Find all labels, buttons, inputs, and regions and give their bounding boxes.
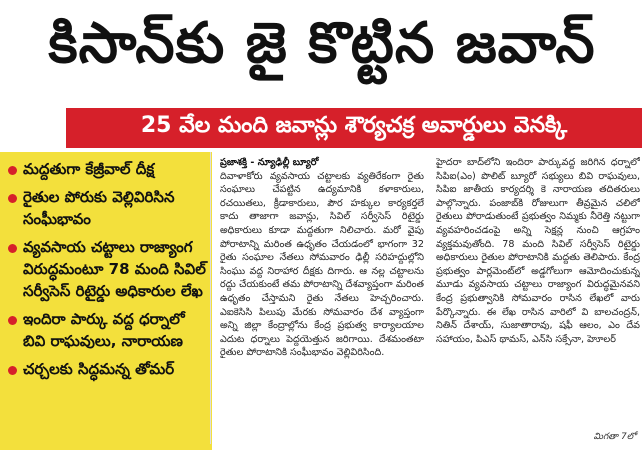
article-body [220, 156, 640, 446]
highlight-item [8, 358, 208, 380]
article-column-1 [220, 156, 424, 446]
headline: కిసాన్‌కు జై కొట్టిన జవాన్ [48, 10, 596, 76]
highlight-text: చర్చలకు సిద్ధమన్న తోమర్ [23, 360, 175, 378]
highlight-item [8, 158, 208, 180]
article-column-2 [436, 156, 640, 446]
bullet-icon [8, 316, 17, 325]
continued-note: మిగతా 7లో [593, 432, 636, 442]
highlight-item [8, 308, 208, 352]
article-dateline: ప్రజాశక్తి - న్యూఢిల్లీ బ్యూరో [220, 157, 319, 168]
article-text-1: దివాళాకోరు వ్యవసాయ చట్టాలకు వ్యతిరేకంగా రైతు సంఘాలు చేపట్టిన ఉద్యమానికి కళాకారులు, రచయితలు, క్రీడాకారులు, పౌర హక్కుల కార్యకర్తలే కాదు తాజాగా జవాన్లు, సివిల్ సర్వీసెస్ రిటైర్డు అధికారులు కూడా మద్దతుగా నిలిచారు. మరో వైపు పోరాటాన్ని మరింత ఉధృతం చేయడంలో భాగంగా 32 రైతు సంఘాల నేతలు సోమవారం ఢిల్లీ సరిహద్దుల్లోని సింఘు వద్ద నిరాహార దీక్షకు దిగారు. ఆ నల్ల చట్టాలను రద్దు చేయకుంటే తమ పోరాటాన్ని దేశవ్యాప్తంగా మరింత ఉధృతం చేస్తామని రైతు నేతలు హెచ్చరించారు. ఎఐకెసిసి పిలుపు మేరకు సోమవారం దేశ వ్యాప్తంగా అన్ని జిల్లా కేంద్రాల్లోను కేంద్ర ప్రభుత్వ కార్యాలయాల ఎదుట ధర్నాలు పెద్దయెత్తున జరిగాయి. దేశమంతటా రైతుల పోరాటానికి సంఘీభావం వెల్లివిరిసింది. [220, 170, 424, 359]
highlight-item [8, 186, 208, 230]
bullet-icon [8, 194, 17, 203]
highlight-text: రైతుల పోరుకు వెల్లివిరిసిన సంఘీభావం [23, 188, 175, 228]
highlight-text: మద్దతుగా కేజ్రీవాల్ దీక్ష [23, 160, 155, 178]
highlight-text: ఇందిరా పార్కు వద్ద ధర్నాలో బివి రాఘవులు, నారాయణ [23, 310, 185, 350]
subheadline-text: 25 వేల మంది జవాన్లు శౌర్యచక్ర అవార్డులు వెనక్కి [140, 113, 568, 138]
bullet-icon [8, 244, 17, 253]
subheadline-banner [66, 108, 642, 148]
highlight-text: వ్యవసాయ చట్టాలు రాజ్యాంగ విరుద్ధమంటూ 78 మంది సివిల్ సర్వీసెస్ రిటైర్డు అధికారుల లేఖ [23, 238, 206, 300]
column-divider [210, 152, 211, 444]
highlights-sidebar [0, 152, 212, 450]
bullet-icon [8, 366, 17, 375]
bullet-icon [8, 166, 17, 175]
highlight-item [8, 236, 208, 302]
article-text-2: హైదరా బాద్‌లోని ఇందిరా పార్కువద్ద జరిగిన ధర్నాలో సిపిఐ(ఎం) పొలిట్ బ్యూరో సభ్యులు బివి రాఘవులు, సిపిఐ జాతీయ కార్యదర్శి కె నారాయణ తదితరులు పాల్గొన్నారు. పంజాబ్‌కి రోజులుగా తీవ్రమైన చలిలో రైతులు పోరాడుతుంటే ప్రభుత్వం నిమ్మకు నీరెత్తి నట్టుగా వ్యవహరించడంపై అన్ని సెక్షన్ల నుంచి ఆగ్రహం వ్యక్తమవుతోంది. 78 మంది సివిల్ సర్వీసెస్ రిటైర్డు అధికారులు రైతుల పోరాటానికి మద్దతు తెలిపారు. కేంద్ర ప్రభుత్వం పార్లమెంట్‌లో అడ్డగోలుగా ఆమోదించుకున్న మూడు వ్యవసాయ చట్టాలు రాజ్యాంగ విరుద్ధమైనవని కేంద్ర ప్రభుత్వానికి సోమవారం రాసిన లేఖలో వారు పేర్కొన్నారు. ఈ లేఖ రాసిన వారిలో వి బాలచంద్రన్, నితిన్ దేశాయ్, సుజాతారావు, షఫీ ఆలం, ఎం దేవ సహాయం, పిఎస్ థామస్, ఎన్‌సి సక్సేనా, హెూలర్ [436, 157, 640, 345]
